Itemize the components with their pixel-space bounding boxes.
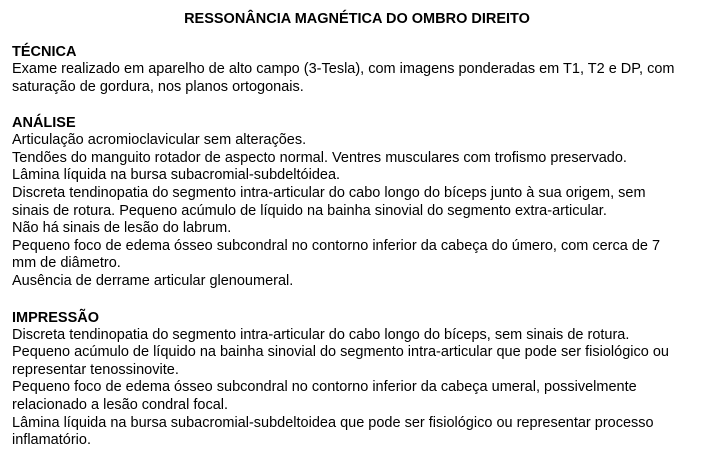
report-line: Discreta tendinopatia do segmento intra-articular do cabo longo do bíceps junto à sua origem, sem	[12, 184, 646, 201]
report-line: Ausência de derrame articular glenoumeral.	[12, 272, 294, 289]
report-line: sinais de rotura. Pequeno acúmulo de líquido na bainha sinovial do segmento extra-articular.	[12, 202, 607, 219]
report-line: inflamatório.	[12, 432, 91, 449]
report-line: saturação de gordura, nos planos ortogonais.	[12, 78, 304, 95]
report-line: Tendões do manguito rotador de aspecto normal. Ventres musculares com trofismo preservado.	[12, 149, 627, 166]
report-line: Lâmina líquida na bursa subacromial-subdeltoidea que pode ser fisiológico ou representar processo	[12, 414, 654, 431]
section-analise	[12, 115, 702, 290]
section-heading: TÉCNICA	[12, 44, 77, 60]
report-line: Pequeno acúmulo de líquido na bainha sinovial do segmento intra-articular que pode ser fisiológico ou	[12, 344, 669, 361]
section-impressao	[12, 310, 702, 450]
report-line: Pequeno foco de edema ósseo subcondral no contorno inferior da cabeça umeral, possivelmente	[12, 379, 637, 396]
report-line: Pequeno foco de edema ósseo subcondral no contorno inferior da cabeça do úmero, com cerca de 7	[12, 237, 661, 254]
section-tecnica	[12, 44, 702, 96]
section-heading: IMPRESSÃO	[12, 309, 100, 326]
radiology-report	[12, 10, 702, 469]
section-heading: ANÁLISE	[12, 115, 76, 132]
report-line: Articulação acromioclavicular sem alterações.	[12, 132, 307, 149]
report-line: Discreta tendinopatia do segmento intra-articular do cabo longo do bíceps, sem sinais de rotura.	[12, 326, 630, 343]
report-line: Exame realizado em aparelho de alto campo (3-Tesla), com imagens ponderadas em T1, T2 e DP, com	[12, 61, 675, 77]
report-line: mm de diâmetro.	[12, 255, 121, 272]
report-title: RESSONÂNCIA MAGNÉTICA DO OMBRO DIREITO	[184, 11, 530, 27]
report-line: representar tenossinovite.	[12, 361, 179, 378]
report-line: Não há sinais de lesão do labrum.	[12, 220, 232, 237]
report-line: Lâmina líquida na bursa subacromial-subdeltóidea.	[12, 167, 341, 184]
report-line: relacionado a lesão condral focal.	[12, 396, 229, 413]
